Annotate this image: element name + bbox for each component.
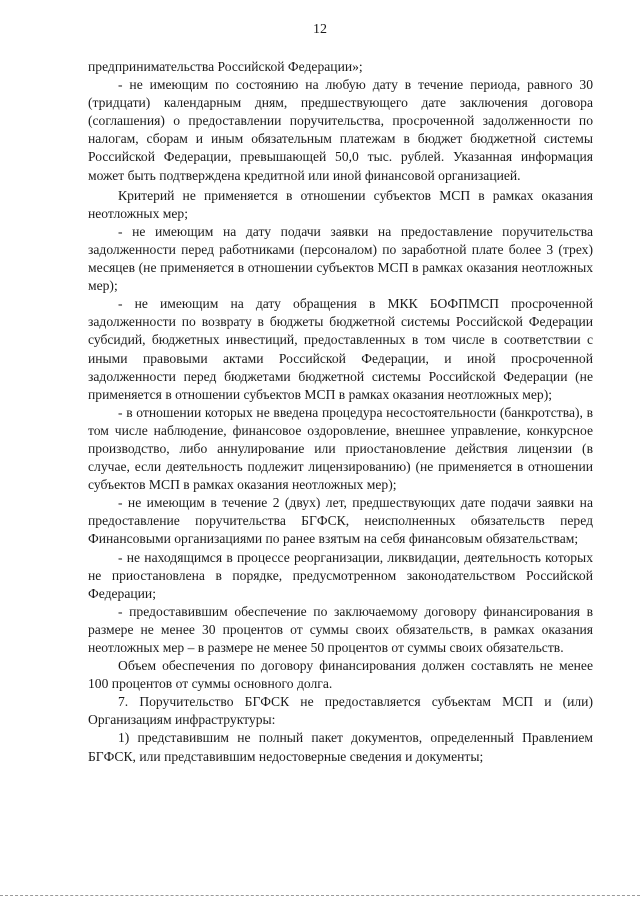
paragraph-criterion-note: Критерий не применяется в отношении субъектов МСП в рамках оказания неотложных мер; — [88, 187, 593, 221]
paragraph-wage-debt: - не имеющим на дату подачи заявки на предоставление поручительства задолженности перед работниками (персоналом) по заработной плате более 3 (трех) месяцев (не применяется в отношении субъектов МСП в рамках оказания неотложных мер); — [88, 223, 593, 294]
paragraph-collateral: - предоставившим обеспечение по заключаемому договору финансирования в размере не менее 30 процентов от суммы своих обязательств, в рамках оказания неотложных мер – в размере не менее 50 процентов от суммы своих обязательств. — [88, 603, 593, 655]
paragraph-insolvency: - в отношении которых не введена процедура несостоятельности (банкротства), в том числе наблюдение, финансовое оздоровление, внешнее управление, конкурсное производство, либо аннулирование или приостановление действия лицензии (в случае, если деятельность подлежит лицензированию) (не применяется в отношении субъектов МСП в рамках оказания неотложных мер); — [88, 404, 593, 493]
paragraph-tax-debt: - не имеющим по состоянию на любую дату в течение периода, равного 30 (тридцати) календарным дням, предшествующего дате заключения договора (соглашения) о предоставлении поручительства, просроченной задолженности по налогам, сборам и иным обязательным платежам в бюджет бюджетной системы Российской Федерации, превышающей 50,0 тыс. рублей. Указанная информация может быть подтверждена кредитной или иной финансовой организацией. — [88, 77, 593, 183]
paragraph-section-7: 7. Поручительство БГФСК не предоставляется субъектам МСП и (или) Организациям инфраструктуры: — [88, 694, 593, 728]
document-body — [88, 58, 593, 766]
paragraph-unfulfilled-obligations: - не имеющим в течение 2 (двух) лет, предшествующих дате подачи заявки на предоставление поручительства БГФСК, неисполненных обязательств перед Финансовыми организациями по ранее взятым на себя финансовым обязательствам; — [88, 495, 593, 547]
scan-edge-line — [0, 895, 640, 896]
page-number: 12 — [313, 22, 327, 37]
paragraph-item-1: 1) представившим не полный пакет документов, определенный Правлением БГФСК, или представившим недостоверные сведения и документы; — [88, 730, 593, 764]
paragraph-reorganization: - не находящимся в процессе реорганизации, ликвидации, деятельность которых не приостановлена в порядке, предусмотренном законодательством Российской Федерации; — [88, 549, 593, 601]
paragraph-continuation: предпринимательства Российской Федерации»; — [88, 59, 363, 74]
paragraph-budget-debt: - не имеющим на дату обращения в МКК БОФПМСП просроченной задолженности по возврату в бюджеты бюджетной системы Российской Федерации субсидий, бюджетных инвестиций, предоставленных в том числе в соответствии с иными правовыми актами Российской Федерации, и иной просроченной задолженности перед бюджетами бюджетной системы Российской Федерации (не применяется в отношении субъектов МСП в рамках оказания неотложных мер); — [88, 296, 593, 402]
paragraph-collateral-volume: Объем обеспечения по договору финансирования должен составлять не менее 100 процентов от суммы основного долга. — [88, 658, 593, 692]
